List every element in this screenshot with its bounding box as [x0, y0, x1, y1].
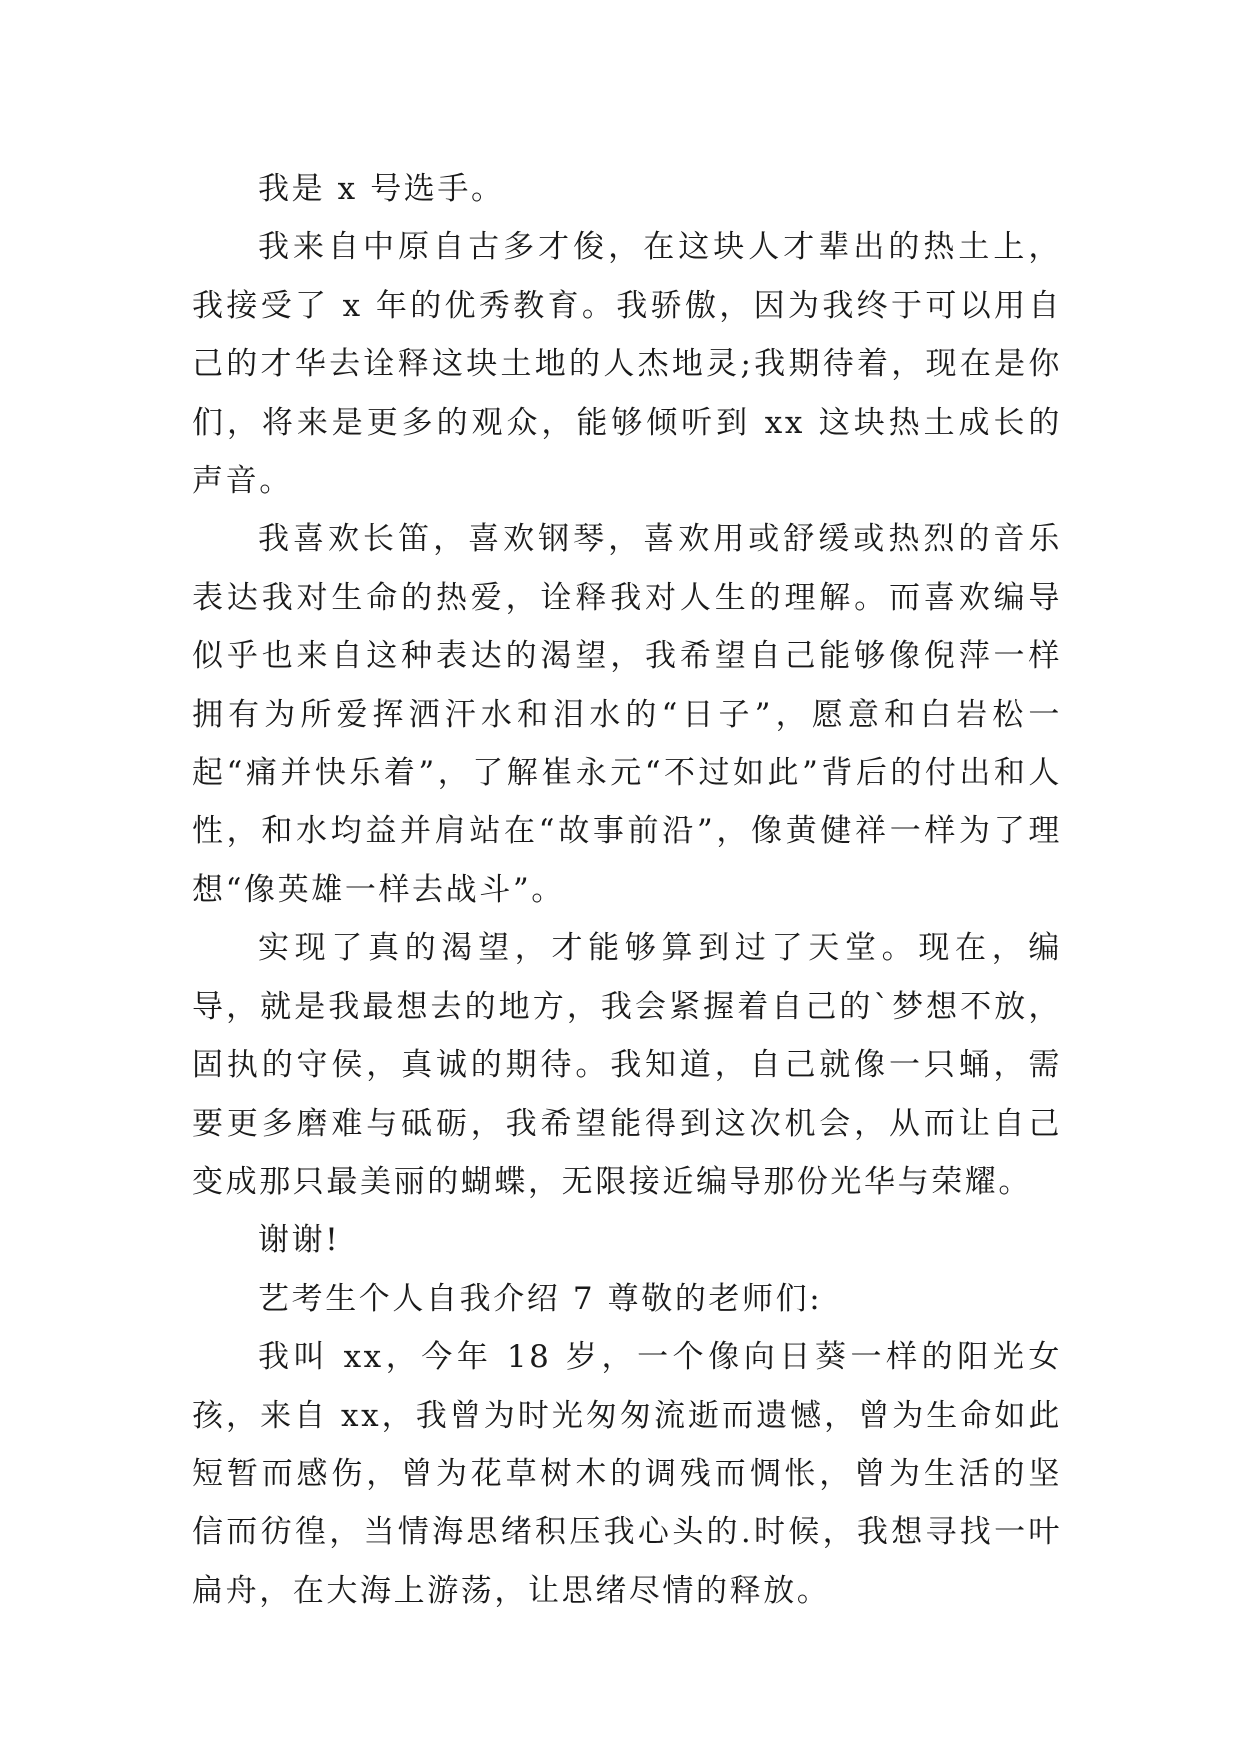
paragraph-thanks: 谢谢! [258, 1222, 341, 1259]
document-body [192, 160, 1062, 1620]
paragraph-contestant-number: 我是 x 号选手。 [258, 171, 505, 207]
paragraph-section-heading: 艺考生个人自我介绍 7 尊敬的老师们: [258, 1280, 823, 1317]
paragraph-self-intro: 我叫 xx，今年 18 岁，一个像向日葵一样的阳光女孩，来自 xx，我曾为时光匆匆流逝而遗憾，曾为生命如此短暂而感伤，曾为花草树木的调残而惆怅，曾为生活的坚信而彷徨，当情海思绪积压我心头的.时候，我想寻找一叶扁舟，在大海上游荡，让思绪尽情的释放。 [192, 1339, 1062, 1609]
paragraph-interests: 我喜欢长笛，喜欢钢琴，喜欢用或舒缓或热烈的音乐表达我对生命的热爱，诠释我对人生的理解。而喜欢编导似乎也来自这种表达的渴望，我希望自己能够像倪萍一样拥有为所爱挥洒汗水和泪水的“日子”，愿意和白岩松一起“痛并快乐着”，了解崔永元“不过如此”背后的付出和人性，和水均益并肩站在“故事前沿”，像黄健祥一样为了理想“像英雄一样去战斗”。 [192, 521, 1062, 908]
paragraph-dream: 实现了真的渴望，才能够算到过了天堂。现在，编导，就是我最想去的地方，我会紧握着自己的`梦想不放，固执的守侯，真诚的期待。我知道，自己就像一只蛹，需要更多磨难与砥砺，我希望能得到这次机会，从而让自己变成那只最美丽的蝴蝶，无限接近编导那份光华与荣耀。 [192, 930, 1062, 1200]
paragraph-hometown: 我来自中原自古多才俊，在这块人才辈出的热土上，我接受了 x 年的优秀教育。我骄傲，因为我终于可以用自己的才华去诠释这块土地的人杰地灵;我期待着，现在是你们，将来是更多的观众，能够倾听到 xx 这块热土成长的声音。 [192, 229, 1062, 500]
